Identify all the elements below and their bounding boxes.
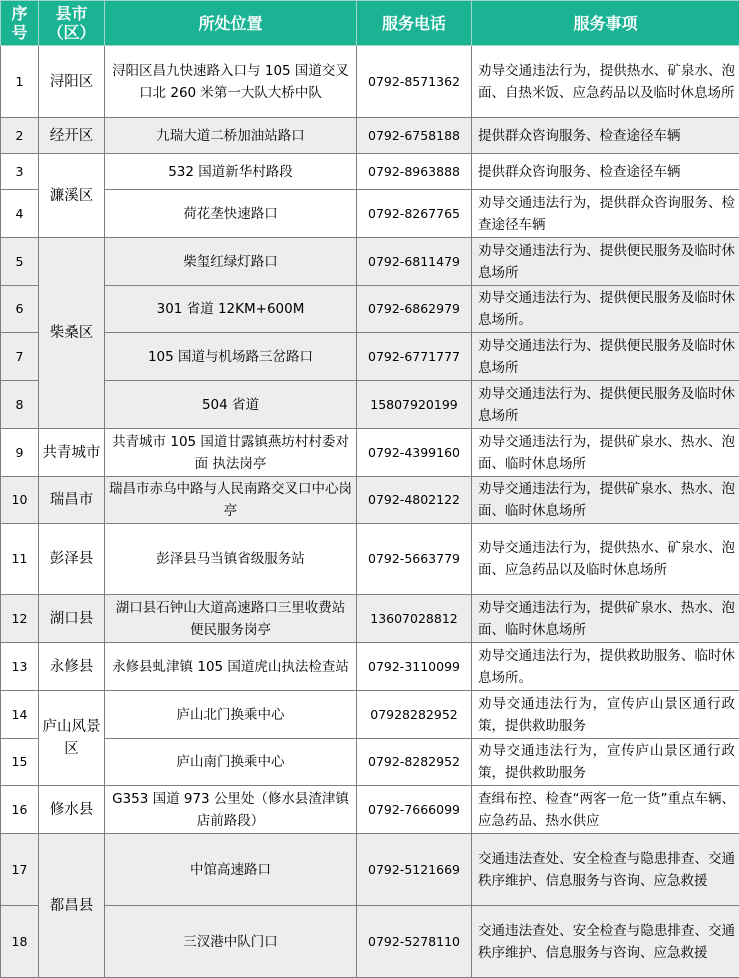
row-phone: 0792-8963888 — [357, 154, 472, 190]
header-phone: 服务电话 — [357, 1, 472, 46]
row-phone: 0792-5663779 — [357, 524, 472, 595]
row-services: 劝导交通违法行为，提供矿泉水、热水、泡面、临时休息场所 — [472, 477, 739, 524]
row-services: 劝导交通违法行为，提供矿泉水、热水、泡面、临时休息场所 — [472, 429, 739, 477]
row-services: 劝导交通违法行为、提供便民服务及临时休息场所 — [472, 381, 739, 429]
row-location: 三汊港中队门口 — [105, 906, 357, 978]
row-county: 濂溪区 — [39, 154, 105, 238]
table-row — [1, 834, 739, 906]
header-county: 县市（区） — [39, 1, 105, 46]
row-seq: 12 — [1, 595, 39, 643]
row-seq: 13 — [1, 643, 39, 691]
row-services: 交通违法查处、安全检查与隐患排查、交通秩序维护、信息服务与咨询、应急救援 — [472, 906, 739, 978]
row-seq: 6 — [1, 286, 39, 333]
table-row — [1, 906, 739, 978]
row-seq: 18 — [1, 906, 39, 978]
row-location: 532 国道新华村路段 — [105, 154, 357, 190]
row-seq: 15 — [1, 739, 39, 786]
table-row — [1, 381, 739, 429]
table-row — [1, 524, 739, 595]
row-location: 湖口县石钟山大道高速路口三里收费站 便民服务岗亭 — [105, 595, 357, 643]
row-county: 彭泽县 — [39, 524, 105, 595]
table-row — [1, 595, 739, 643]
row-seq: 17 — [1, 834, 39, 906]
row-phone: 0792-6811479 — [357, 238, 472, 286]
row-services: 劝导交通违法行为、提供便民服务及临时休息场所 — [472, 238, 739, 286]
row-seq: 14 — [1, 691, 39, 739]
header-services: 服务事项 — [472, 1, 739, 46]
row-location: 荷花垄快速路口 — [105, 190, 357, 238]
row-seq: 9 — [1, 429, 39, 477]
row-services: 劝导交通违法行为，宣传庐山景区通行政策，提供救助服务 — [472, 691, 739, 739]
row-phone: 0792-3110099 — [357, 643, 472, 691]
table-row — [1, 429, 739, 477]
row-seq: 2 — [1, 118, 39, 154]
row-phone: 0792-8282952 — [357, 739, 472, 786]
table-row — [1, 238, 739, 286]
row-location: 九瑞大道二桥加油站路口 — [105, 118, 357, 154]
row-county: 都昌县 — [39, 834, 105, 978]
row-county: 柴桑区 — [39, 238, 105, 429]
row-location: 瑞昌市赤乌中路与人民南路交叉口中心岗亭 — [105, 477, 357, 524]
row-phone: 0792-7666099 — [357, 786, 472, 834]
table-row — [1, 333, 739, 381]
row-phone: 0792-8267765 — [357, 190, 472, 238]
row-phone: 0792-6771777 — [357, 333, 472, 381]
table-row — [1, 190, 739, 238]
header-row — [1, 1, 739, 46]
row-phone: 0792-6758188 — [357, 118, 472, 154]
row-phone: 0792-5121669 — [357, 834, 472, 906]
row-services: 劝导交通违法行为、提供便民服务及临时休息场所。 — [472, 286, 739, 333]
row-county: 修水县 — [39, 786, 105, 834]
row-seq: 7 — [1, 333, 39, 381]
row-phone: 15807920199 — [357, 381, 472, 429]
row-seq: 5 — [1, 238, 39, 286]
row-services: 劝导交通违法行为，宣传庐山景区通行政策，提供救助服务 — [472, 739, 739, 786]
row-location: 504 省道 — [105, 381, 357, 429]
row-seq: 10 — [1, 477, 39, 524]
table-row — [1, 739, 739, 786]
row-phone: 13607028812 — [357, 595, 472, 643]
row-location: 中馆高速路口 — [105, 834, 357, 906]
table-row — [1, 46, 739, 118]
row-county: 经开区 — [39, 118, 105, 154]
row-location: 永修县虬津镇 105 国道虎山执法检查站 — [105, 643, 357, 691]
header-location: 所处位置 — [105, 1, 357, 46]
row-phone: 0792-5278110 — [357, 906, 472, 978]
table-row — [1, 118, 739, 154]
row-county: 永修县 — [39, 643, 105, 691]
table-row — [1, 786, 739, 834]
row-location: 庐山南门换乘中心 — [105, 739, 357, 786]
row-seq: 3 — [1, 154, 39, 190]
row-seq: 8 — [1, 381, 39, 429]
row-county: 湖口县 — [39, 595, 105, 643]
row-services: 劝导交通违法行为，提供热水、矿泉水、泡面、自热米饭、应急药品以及临时休息场所 — [472, 46, 739, 118]
row-seq: 4 — [1, 190, 39, 238]
row-services: 交通违法查处、安全检查与隐患排查、交通秩序维护、信息服务与咨询、应急救援 — [472, 834, 739, 906]
row-services: 劝导交通违法行为，提供热水、矿泉水、泡面、应急药品以及临时休息场所 — [472, 524, 739, 595]
row-location: 庐山北门换乘中心 — [105, 691, 357, 739]
row-services: 提供群众咨询服务、检查途径车辆 — [472, 154, 739, 190]
row-services: 劝导交通违法行为，提供救助服务、临时休息场所。 — [472, 643, 739, 691]
row-phone: 0792-6862979 — [357, 286, 472, 333]
row-phone: 0792-8571362 — [357, 46, 472, 118]
row-location: 301 省道 12KM+600M — [105, 286, 357, 333]
row-seq: 11 — [1, 524, 39, 595]
row-phone: 0792-4802122 — [357, 477, 472, 524]
row-location: 共青城市 105 国道甘露镇燕坊村村委对面 执法岗亭 — [105, 429, 357, 477]
row-county: 浔阳区 — [39, 46, 105, 118]
table-row — [1, 477, 739, 524]
row-seq: 1 — [1, 46, 39, 118]
row-services: 劝导交通违法行为，提供矿泉水、热水、泡面、临时休息场所 — [472, 595, 739, 643]
row-services: 劝导交通违法行为，提供群众咨询服务、检查途径车辆 — [472, 190, 739, 238]
table-row — [1, 154, 739, 190]
row-county: 瑞昌市 — [39, 477, 105, 524]
row-services: 查缉布控、检查“两客一危一货”重点车辆、应急药品、热水供应 — [472, 786, 739, 834]
header-seq: 序号 — [1, 1, 39, 46]
row-seq: 16 — [1, 786, 39, 834]
row-phone: 07928282952 — [357, 691, 472, 739]
row-phone: 0792-4399160 — [357, 429, 472, 477]
table-row — [1, 643, 739, 691]
row-services: 劝导交通违法行为、提供便民服务及临时休息场所 — [472, 333, 739, 381]
row-location: G353 国道 973 公里处（修水县渣津镇店前路段） — [105, 786, 357, 834]
table-row — [1, 286, 739, 333]
table-row — [1, 691, 739, 739]
row-location: 浔阳区昌九快速路入口与 105 国道交叉口北 260 米第一大队大桥中队 — [105, 46, 357, 118]
row-location: 彭泽县马当镇省级服务站 — [105, 524, 357, 595]
row-county: 共青城市 — [39, 429, 105, 477]
row-county: 庐山风景区 — [39, 691, 105, 786]
row-location: 柴玺红绿灯路口 — [105, 238, 357, 286]
row-location: 105 国道与机场路三岔路口 — [105, 333, 357, 381]
row-services: 提供群众咨询服务、检查途径车辆 — [472, 118, 739, 154]
